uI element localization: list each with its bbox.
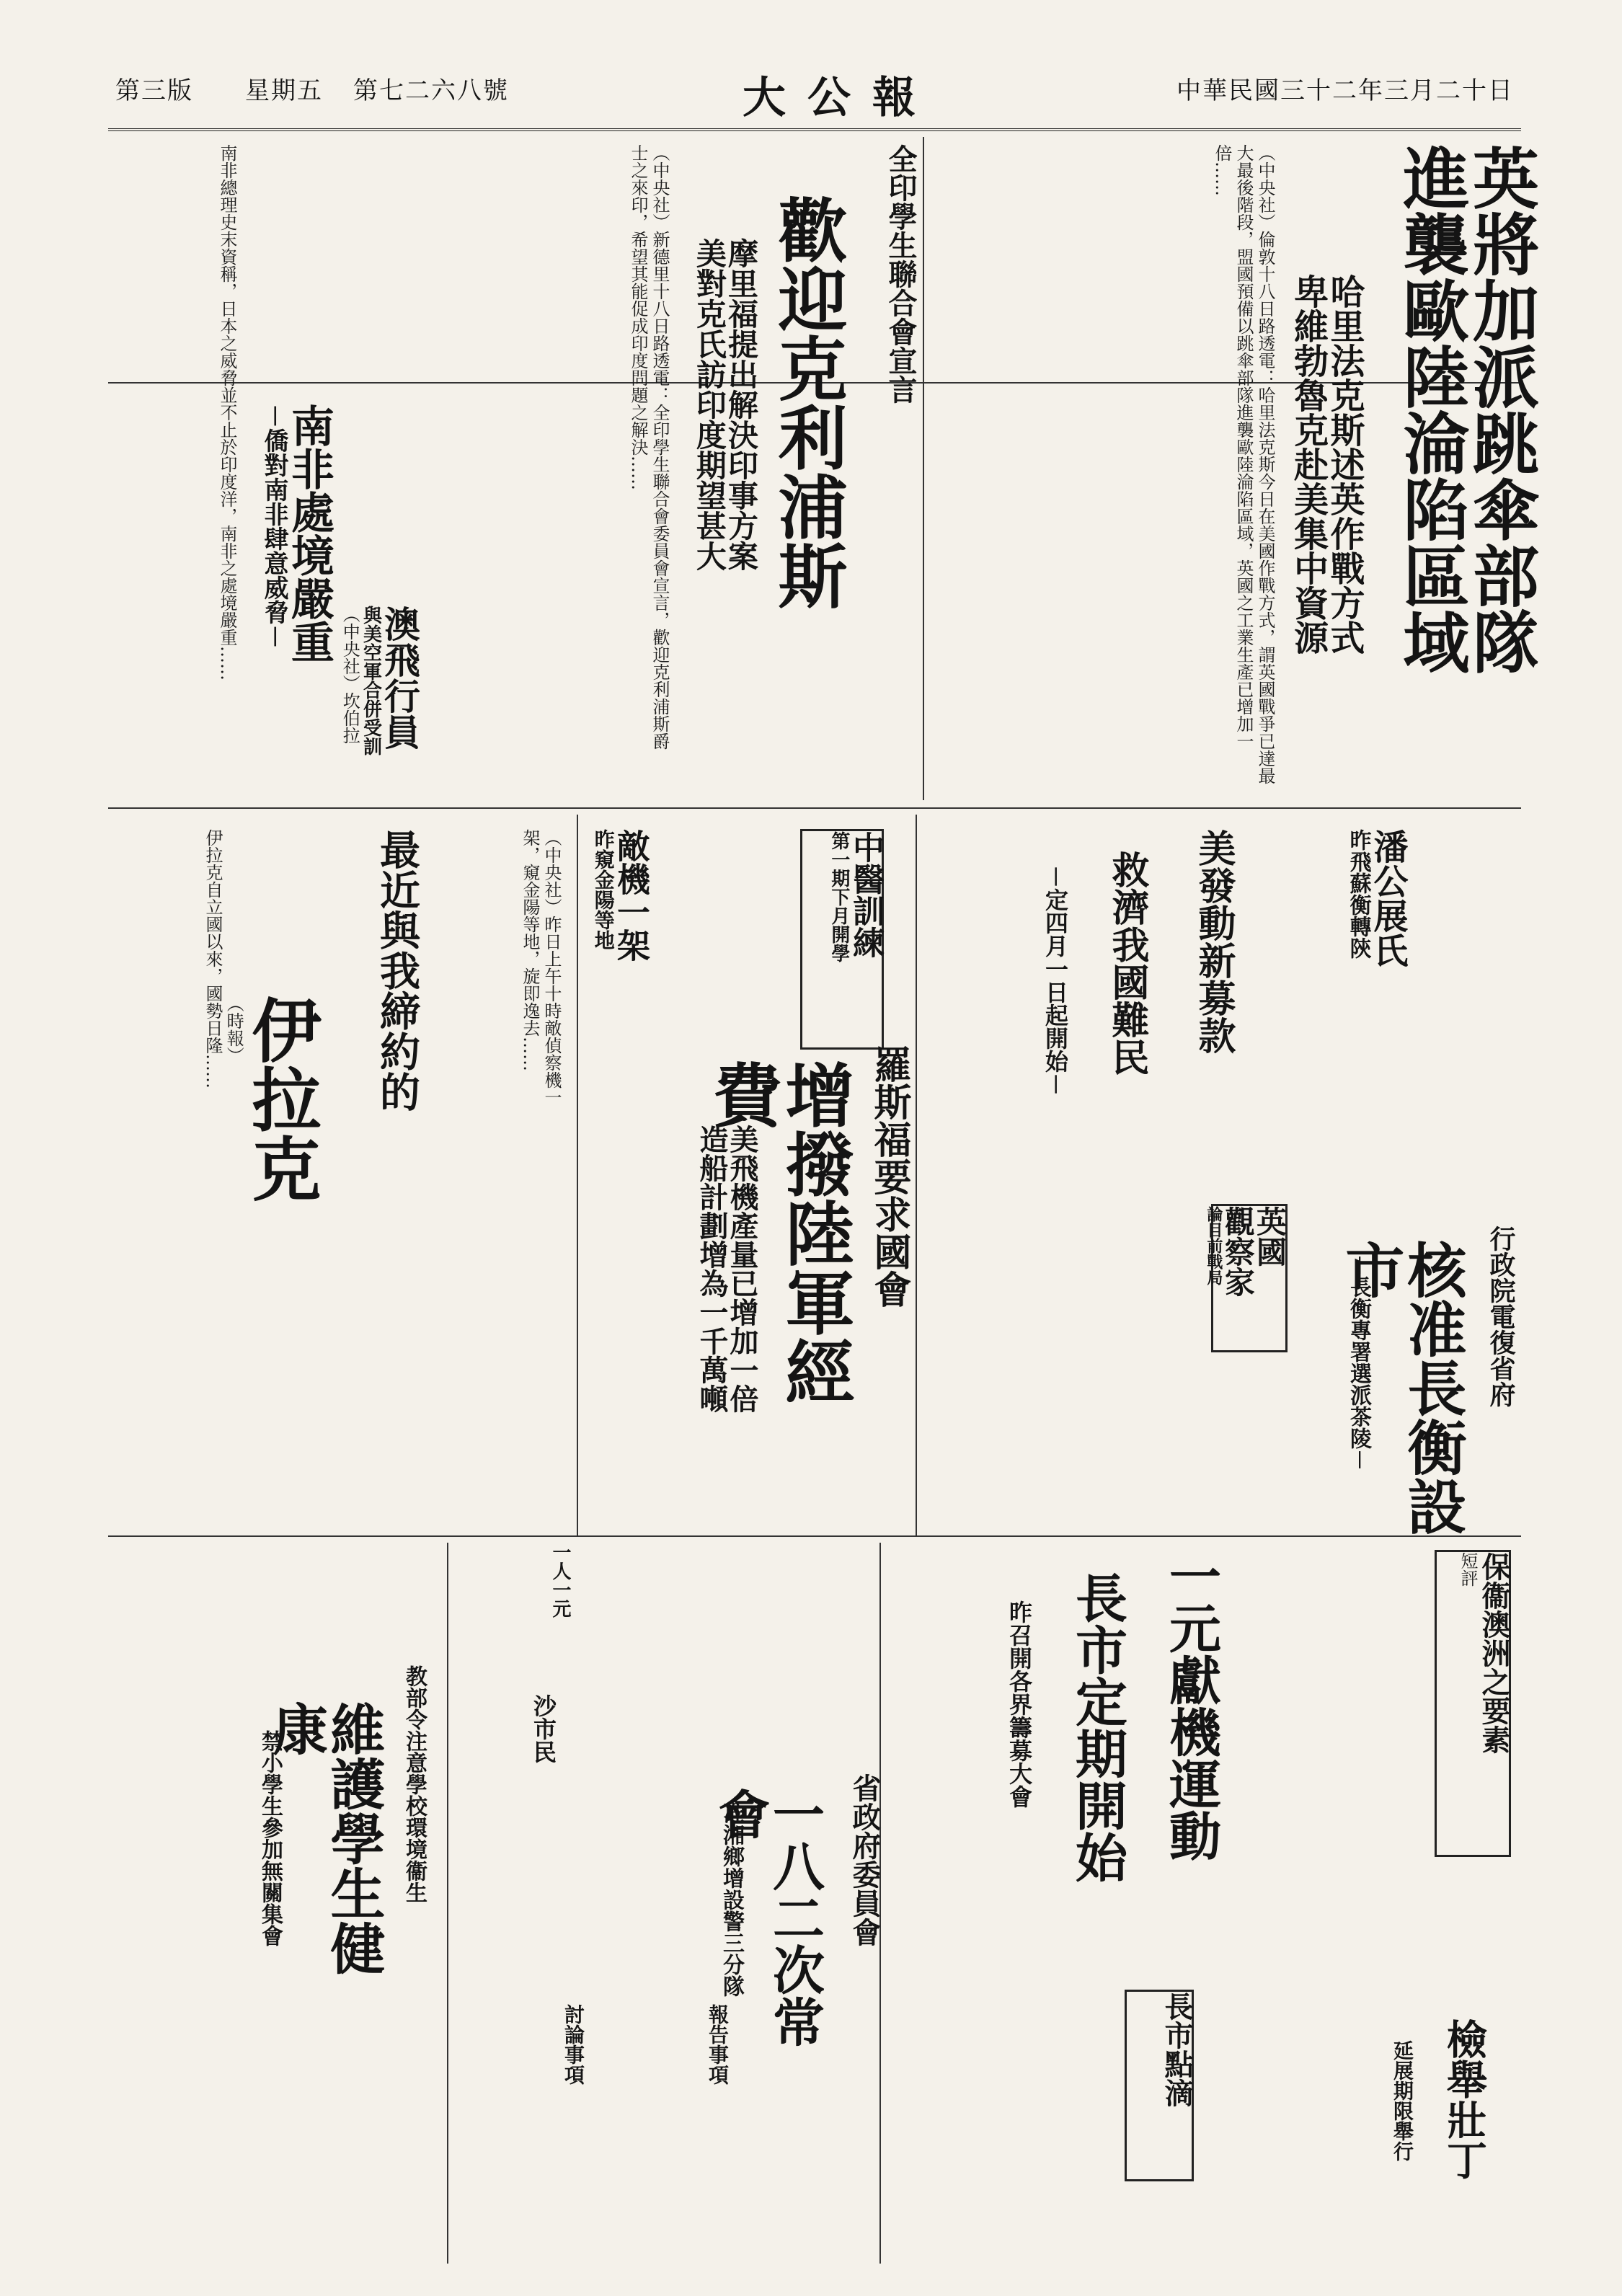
headline: 最近與我締約的 xyxy=(373,829,421,1112)
article-body: （中央社）倫敦十八日路透電：哈里法克斯今日在美國作戰方式，謂英國戰爭已達最大最後階段，盟國預備以跳傘部隊進襲歐陸淪陷區域，英國之工業生產已增加一倍…… xyxy=(1212,144,1275,784)
publication-date: 中華民國三十二年三月二十日 xyxy=(1176,76,1514,105)
article-roosevelt-sub xyxy=(685,1125,757,1499)
article-roosevelt xyxy=(851,1045,911,1370)
divider xyxy=(577,815,578,1535)
headline: 伊拉克 xyxy=(241,995,322,1202)
article-body: （中央社）坎伯拉 xyxy=(340,606,360,744)
newspaper-title: 大公報 xyxy=(743,73,937,123)
subheadline: 禁小學生參加無關集會 xyxy=(257,1730,283,1946)
headline: 南非處境嚴重 xyxy=(284,404,334,663)
article-kicker: 羅斯福要求國會 xyxy=(867,1045,911,1308)
headline: 美發動新募款 xyxy=(1192,829,1236,1054)
article-body: （中央社）新德里十八日路透電：全印學生聯合會委員會宣言，歡迎克利浦斯爵士之來印，希望其能促成印度問題之解決…… xyxy=(628,144,670,750)
section-label: 短評 xyxy=(1458,1552,1478,1587)
subheadline: 昨窺金陽等地 xyxy=(591,829,616,950)
subheadline: 造船計劃增為一千萬噸 xyxy=(695,1125,729,1413)
article-enemy-plane xyxy=(570,829,649,1067)
headline: 澳飛行員 xyxy=(378,606,421,750)
article-kicker: 省政府委員會 xyxy=(848,1773,882,1946)
article-south-africa xyxy=(245,404,332,750)
headline: 潘公展氏 xyxy=(1368,829,1408,967)
weekday: 星期五 xyxy=(245,76,323,105)
headline: 一八二次常會 xyxy=(709,1788,825,2047)
subheadline: 教部令注意學校環境衞生 xyxy=(402,1665,427,1903)
article-plane-donation xyxy=(1125,1550,1222,1881)
section-label: 討論事項 xyxy=(562,2004,585,2085)
article-conscripts xyxy=(1413,2018,1488,2292)
headline: 長市點滴 xyxy=(1160,1992,1194,2107)
headline: 中醫訓練 xyxy=(847,831,884,958)
subhead-block xyxy=(678,238,757,685)
article-iraq xyxy=(317,829,421,1478)
article-student-union xyxy=(851,144,916,577)
article-pan-gongzhan xyxy=(1326,829,1406,1117)
subheadline: 美對克氏訪印度期望甚大 xyxy=(691,238,727,571)
article-provincial xyxy=(822,1773,882,1990)
headline: 一元獻機運動 xyxy=(1161,1550,1222,1861)
subheadline: 論目前戰局 xyxy=(1204,1206,1223,1285)
section-discussion xyxy=(548,2004,584,2148)
subheadline: 延展期限舉行 xyxy=(1391,2040,1414,2161)
article-chinese-medicine xyxy=(800,829,884,1050)
section-report xyxy=(692,2004,728,2148)
divider xyxy=(879,1543,881,2264)
article-subheads xyxy=(1283,274,1365,793)
subheadline: 美飛機產量已增加一倍 xyxy=(725,1125,759,1413)
article-australia xyxy=(339,606,421,807)
divider xyxy=(108,807,1521,809)
article-observer xyxy=(1204,1204,1288,1352)
headline: 觀察家 xyxy=(1220,1206,1256,1297)
subheadline: －長衡專署選派茶陵－ xyxy=(1346,1254,1371,1471)
byline: （時報） xyxy=(223,995,244,1064)
article-changheng-sub xyxy=(1326,1254,1370,1557)
masthead xyxy=(108,63,1521,131)
subheadline: 與美空軍合併受訓 xyxy=(360,606,382,755)
subheadline: －僑對南非肆意威脅－ xyxy=(260,404,288,649)
headline: 核准長衡設市 xyxy=(1335,1240,1467,1535)
article-australia-defense xyxy=(1435,1550,1511,1857)
divider xyxy=(108,1535,1521,1537)
subheadline: 一人一元 xyxy=(549,1543,571,1618)
divider xyxy=(916,815,917,1535)
article-body: 南非總理史末資稱，日本之威脅並不止於印度洋，南非之處境嚴重…… xyxy=(217,144,237,681)
divider xyxy=(923,137,924,800)
page-number: 第三版 xyxy=(115,76,193,105)
headline-block xyxy=(757,195,848,757)
article-conscripts-sub xyxy=(1370,2040,1413,2271)
subheadline: 准湘鄉增設警三分隊 xyxy=(719,1802,744,1997)
article-shashi xyxy=(505,1694,555,1853)
issue-number: 第七二六八號 xyxy=(353,76,509,105)
headline: 救濟我國難民 xyxy=(1105,851,1149,1076)
article-us-relief-2 xyxy=(1067,851,1149,1225)
article-kicker: 行政院電復省府 xyxy=(1486,1225,1516,1407)
article-body: （中央社）昨日上午十時敵偵察機一架，窺金陽等地，旋即逸去…… xyxy=(520,829,562,1106)
headline: 維護學生健康 xyxy=(264,1701,386,1975)
article-us-relief-sub xyxy=(1024,865,1067,1225)
subheadline: 哈里法克斯述英作戰方式 xyxy=(1324,274,1365,655)
article-plane-donation-2 xyxy=(1031,1572,1128,1903)
article-shashi-sub xyxy=(533,1543,570,1687)
article-student-health-sub xyxy=(382,1665,425,1982)
headline: 歡迎克利浦斯 xyxy=(767,195,848,610)
headline: 沙市民 xyxy=(530,1694,557,1763)
section-label: 報告事項 xyxy=(706,2004,730,2085)
article-student-health-sub2 xyxy=(238,1730,281,2047)
article-kicker: 全印學生聯合會宣言 xyxy=(884,144,918,404)
article-changheng xyxy=(1463,1225,1514,1485)
headline: 保衞澳洲之要素 xyxy=(1477,1552,1511,1754)
headline: 長市定期開始 xyxy=(1067,1572,1128,1883)
subheadline: 昨召開各界籌募大會 xyxy=(1006,1600,1033,1808)
headline: 敵機一架 xyxy=(612,829,651,962)
headline: 檢舉壯丁 xyxy=(1440,2018,1488,2180)
article-body: 伊拉克自立國以來，國勢日隆…… xyxy=(203,829,223,1089)
subheadline: 卑維勃魯克赴美集中資源 xyxy=(1288,274,1329,655)
subheadline: 昨飛蘇衡轉陝 xyxy=(1345,829,1371,959)
subheadline: －定四月一日起開始－ xyxy=(1042,865,1069,1096)
article-iraq-2 xyxy=(223,995,322,1499)
headline: 進襲歐陸淪陷區域 xyxy=(1392,144,1471,675)
article-plane-donation-sub xyxy=(988,1600,1031,1903)
headline: 英國 xyxy=(1252,1206,1288,1267)
article-city-notes xyxy=(1125,1990,1194,2181)
article-us-relief xyxy=(1153,829,1236,1218)
subheadline: 摩里福提出解決印事方案 xyxy=(724,238,759,571)
headline: 增撥陸軍經費 xyxy=(701,1060,856,1406)
article-british-paratroop xyxy=(1370,144,1540,793)
headline: 英將加派跳傘部隊 xyxy=(1462,144,1540,675)
subheadline: 第一期下月開學 xyxy=(828,831,850,962)
divider xyxy=(447,1543,448,2264)
